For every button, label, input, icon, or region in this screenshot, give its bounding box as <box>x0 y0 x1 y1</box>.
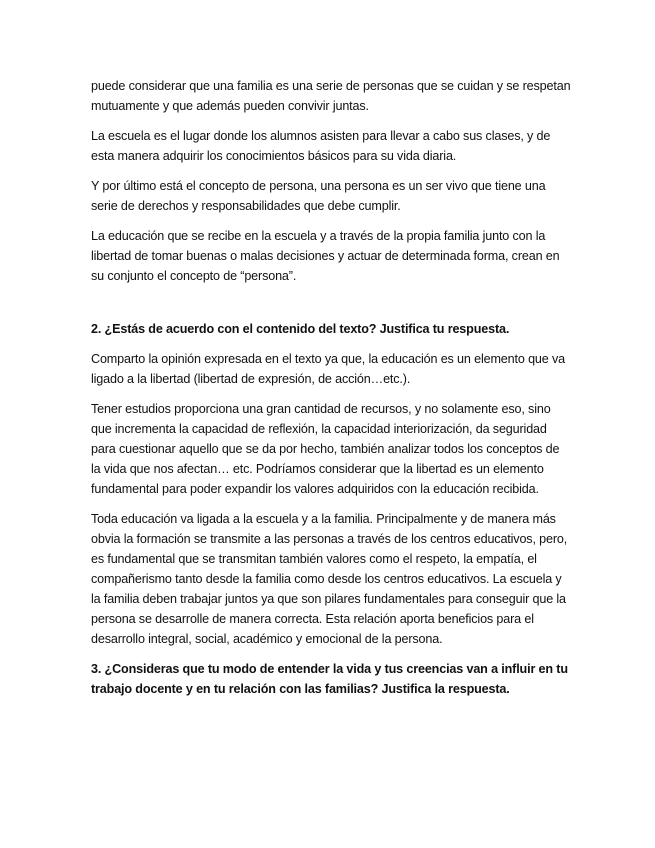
paragraph-studies-resources: Tener estudios proporciona una gran cantidad de recursos, y no solamente eso, sino que incrementa la capacidad de reflexión, la capacidad interiorización, da seguridad para cuestionar aquello que se da por hecho, también analizar todos los conceptos de la vida que nos afectan… etc. Podríamos considerar que la libertad es un elemento fundamental para poder expandir los valores adquiridos con la educación recibida. <box>91 402 560 496</box>
paragraph-family-definition: puede considerar que una familia es una serie de personas que se cuidan y se respetan mutuamente y que además pueden convivir juntas. <box>91 79 571 113</box>
paragraph-education-summary: La educación que se recibe en la escuela y a través de la propia familia junto con la libertad de tomar buenas o malas decisiones y actuar de determinada forma, crean en su conjunto el concepto de “persona”. <box>91 229 560 283</box>
paragraph-school-definition: La escuela es el lugar donde los alumnos asisten para llevar a cabo sus clases, y de esta manera adquirir los conocimientos básicos para su vida diaria. <box>91 129 551 163</box>
paragraph-opinion: Comparto la opinión expresada en el texto ya que, la educación es un elemento que va ligado a la libertad (libertad de expresión, de acción…etc.). <box>91 352 565 386</box>
paragraph-school-family: Toda educación va ligada a la escuela y a la familia. Principalmente y de manera más obvia la formación se transmite a las personas a través de los centros educativos, pero, es fundamental que se transmitan también valores como el respeto, la empatía, el compañerismo tanto desde la familia como desde los centros educativos. La escuela y la familia deben trabajar juntos ya que son pilares fundamentales para conseguir que la persona se desarrolle de manera correcta. Esta relación aporta beneficios para el desarrollo integral, social, académico y emocional de la persona. <box>91 512 568 646</box>
paragraph-person-definition: Y por último está el concepto de persona, una persona es un ser vivo que tiene una serie de derechos y responsabilidades que debe cumplir. <box>91 179 546 213</box>
section-spacer <box>91 296 571 319</box>
question-2-heading: 2. ¿Estás de acuerdo con el contenido del texto? Justifica tu respuesta. <box>91 322 510 336</box>
question-3-heading: 3. ¿Consideras que tu modo de entender la vida y tus creencias van a influir en tu trabajo docente y en tu relación con las familias? Justifica la respuesta. <box>91 662 568 696</box>
document-body <box>91 76 571 709</box>
